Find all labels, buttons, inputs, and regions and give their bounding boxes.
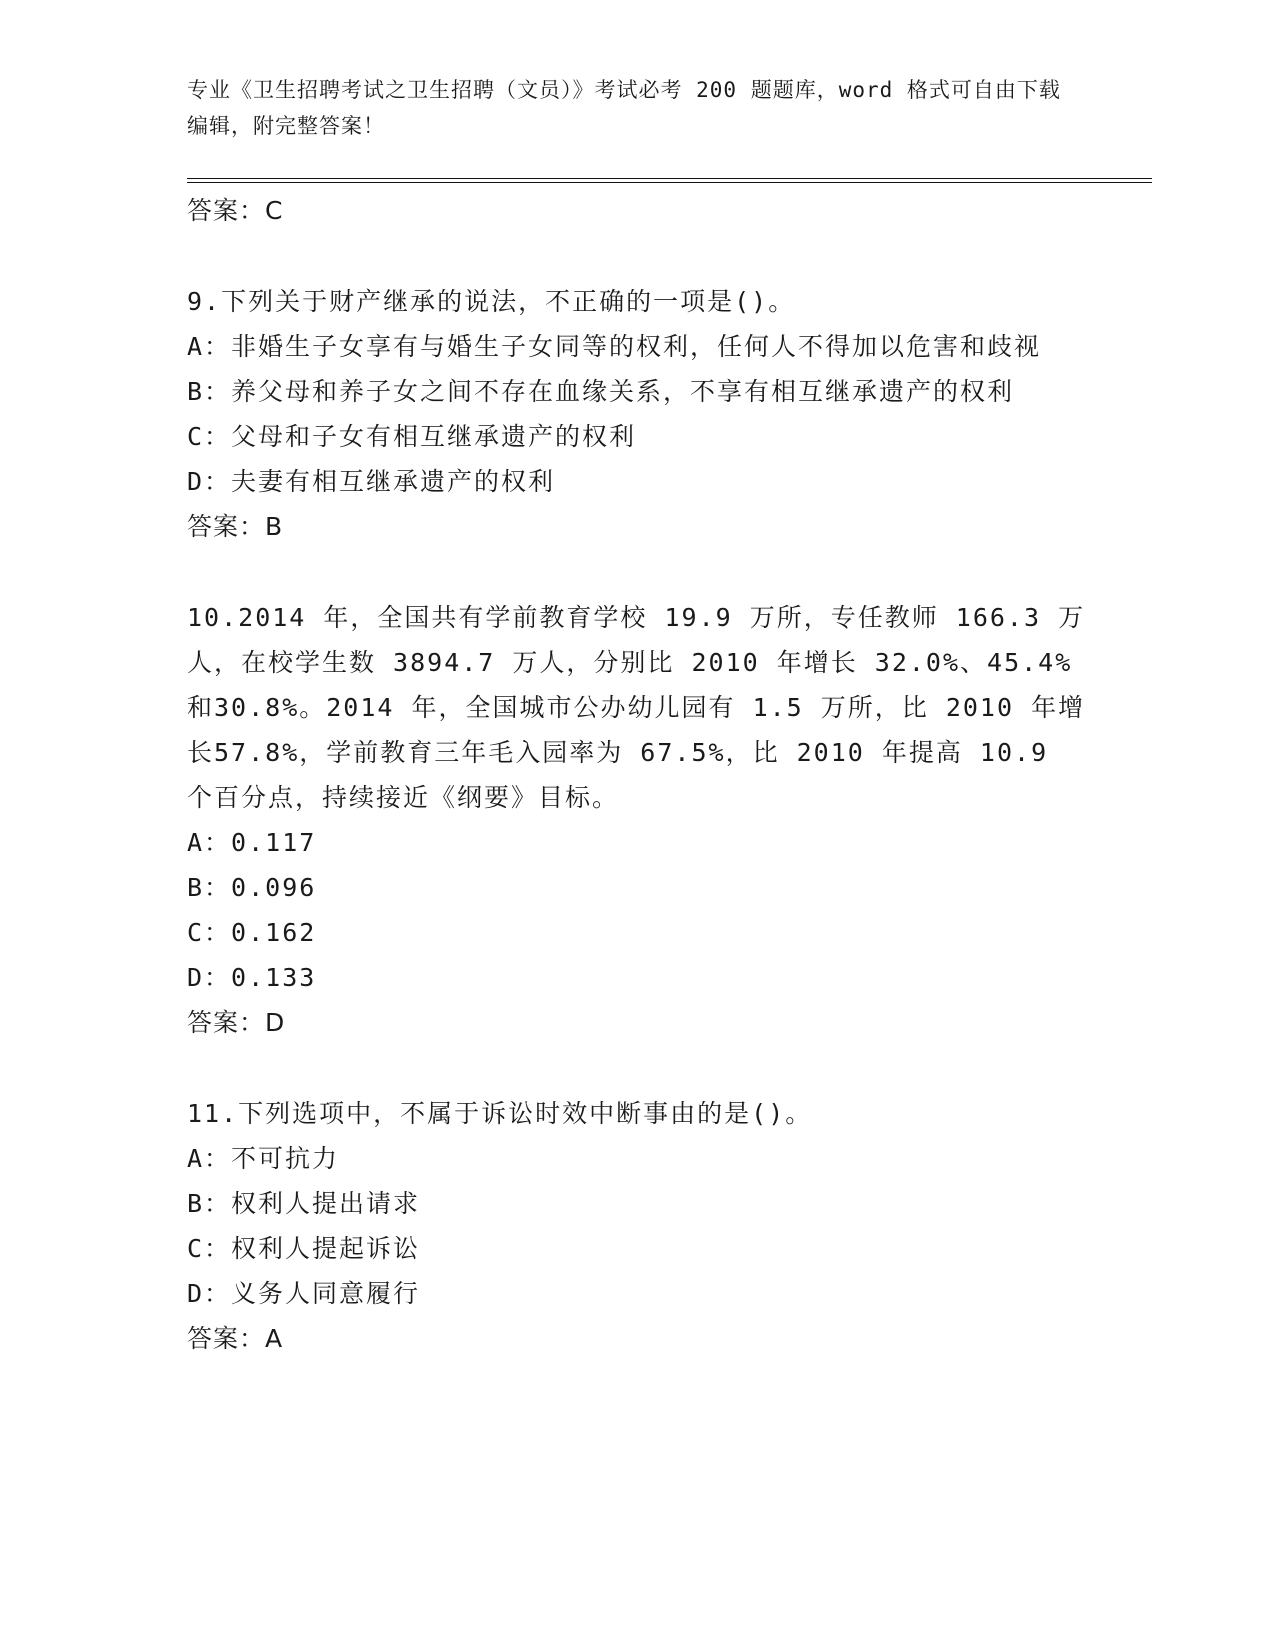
option-c: C：父母和子女有相互继承遗产的权利 (187, 422, 637, 451)
previous-answer: 答案：C (187, 196, 284, 225)
question-block (187, 1091, 1087, 1361)
question-stem: 9.下列关于财产继承的说法，不正确的一项是()。 (187, 287, 796, 316)
spacer (187, 549, 1087, 595)
option-a: A：0.117 (187, 828, 317, 857)
question-block (187, 595, 1087, 1045)
option-a: A：非婚生子女享有与婚生子女同等的权利，任何人不得加以危害和歧视 (187, 332, 1042, 361)
option-b: B：权利人提出请求 (187, 1189, 421, 1218)
option-b: B：0.096 (187, 873, 317, 902)
question-stem: 10.2014 年，全国共有学前教育学校 19.9 万所，专任教师 166.3 万人，在校学生数 3894.7 万人，分别比 2010 年增长 32.0%、45.4%和30.8%。2014 年，全国城市公办幼儿园有 1.5 万所，比 2010 年增长57.8%，学前教育三年毛入园率为 67.5%，比 2010 年提高 10.9 个百分点，持续接近《纲要》目标。 (187, 603, 1086, 812)
header-rule-top (187, 178, 1152, 179)
option-d: D：夫妻有相互继承遗产的权利 (187, 467, 556, 496)
spacer (187, 233, 1087, 279)
question-answer: 答案：A (187, 1324, 284, 1353)
question-answer: 答案：D (187, 1008, 286, 1037)
question-answer: 答案：B (187, 512, 284, 541)
option-c: C：0.162 (187, 918, 317, 947)
question-block (187, 279, 1087, 549)
header-rule-bottom (187, 182, 1152, 183)
option-b: B：养父母和养子女之间不存在血缘关系，不享有相互继承遗产的权利 (187, 377, 1015, 406)
option-c: C：权利人提起诉讼 (187, 1234, 421, 1263)
option-d: D：义务人同意履行 (187, 1279, 421, 1308)
option-a: A：不可抗力 (187, 1144, 340, 1173)
document-body (187, 188, 1087, 1361)
option-d: D：0.133 (187, 963, 317, 992)
document-header: 专业《卫生招聘考试之卫生招聘（文员）》考试必考 200 题题库，word 格式可自由下载编辑，附完整答案！ (187, 78, 1061, 138)
question-stem: 11.下列选项中，不属于诉讼时效中断事由的是()。 (187, 1099, 813, 1128)
spacer (187, 1045, 1087, 1091)
